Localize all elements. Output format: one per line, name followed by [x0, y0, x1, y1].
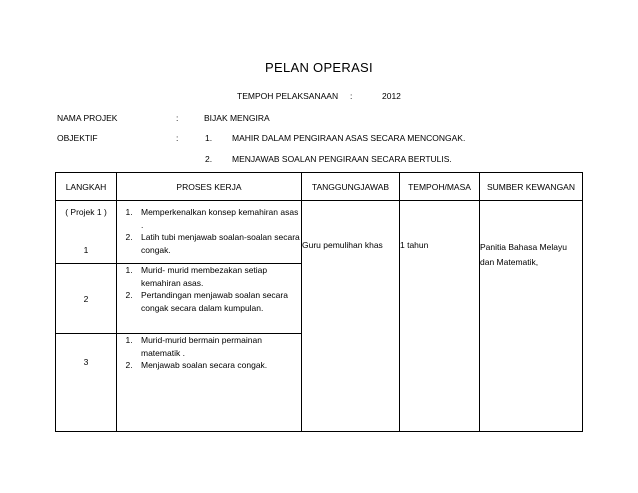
objektif-label: OBJEKTIF: [57, 133, 98, 143]
langkah-cell-3: [56, 334, 117, 432]
header-tanggungjawab: TANGGUNGJAWAB: [302, 173, 400, 201]
document-title: PELAN OPERASI: [265, 60, 373, 75]
step-number: 2: [83, 293, 89, 304]
tanggungjawab-value: Guru pemulihan khas: [302, 240, 383, 250]
list-item: 2. Pertandingan menjawab soalan secara congak secara dalam kumpulan.: [135, 289, 301, 314]
list-item: 2. Latih tubi menjawab soalan-soalan secara congak.: [135, 231, 301, 256]
nama-projek-label: NAMA PROJEK: [57, 113, 118, 123]
proses-kerja-cell-1: [117, 201, 302, 264]
tempoh-pelaksanaan-label: TEMPOH PELAKSANAAN: [237, 91, 339, 101]
nama-projek-separator: :: [176, 113, 179, 123]
header-langkah: LANGKAH: [56, 173, 117, 201]
list-item: 1. Murid- murid membezakan setiap kemahiran asas.: [135, 264, 301, 289]
header-sumber-kewangan: SUMBER KEWANGAN: [480, 173, 583, 201]
objektif-1-number: 1.: [205, 133, 213, 143]
proses-kerja-cell-2: [117, 264, 302, 334]
step-number: 1: [83, 245, 89, 255]
tempoh-cell: [400, 201, 480, 432]
nama-projek-value: BIJAK MENGIRA: [204, 113, 270, 123]
step-number: 3: [83, 357, 89, 367]
header-proses-kerja: PROSES KERJA: [117, 173, 302, 201]
objektif-2-number: 2.: [205, 154, 213, 164]
header-tempoh-masa: TEMPOH/MASA: [400, 173, 480, 201]
project-label: ( Projek 1 ): [65, 207, 107, 217]
sumber-cell: [480, 201, 583, 432]
operation-plan-table: [55, 172, 583, 432]
langkah-cell-1: [56, 201, 117, 264]
tanggungjawab-cell: [302, 201, 400, 432]
tempoh-pelaksanaan-value: 2012: [382, 91, 401, 101]
objektif-1-text: MAHIR DALAM PENGIRAAN ASAS SECARA MENCONGAK.: [232, 133, 466, 143]
objektif-2-text: MENJAWAB SOALAN PENGIRAAN SECARA BERTULIS.: [232, 154, 452, 164]
sumber-value: Panitia Bahasa Melayu dan Matematik,: [480, 242, 567, 267]
objektif-separator: :: [176, 133, 179, 143]
table-row: [56, 201, 583, 264]
tempoh-value: 1 tahun: [400, 240, 429, 250]
tempoh-pelaksanaan-separator: :: [350, 91, 353, 101]
table-header-row: [56, 173, 583, 201]
list-item: 2. Menjawab soalan secara congak.: [135, 359, 301, 372]
proses-kerja-cell-3: [117, 334, 302, 432]
langkah-cell-2: [56, 264, 117, 334]
list-item: 1. Memperkenalkan konsep kemahiran asas .: [135, 206, 301, 231]
list-item: 1. Murid-murid bermain permainan matematik .: [135, 334, 301, 359]
